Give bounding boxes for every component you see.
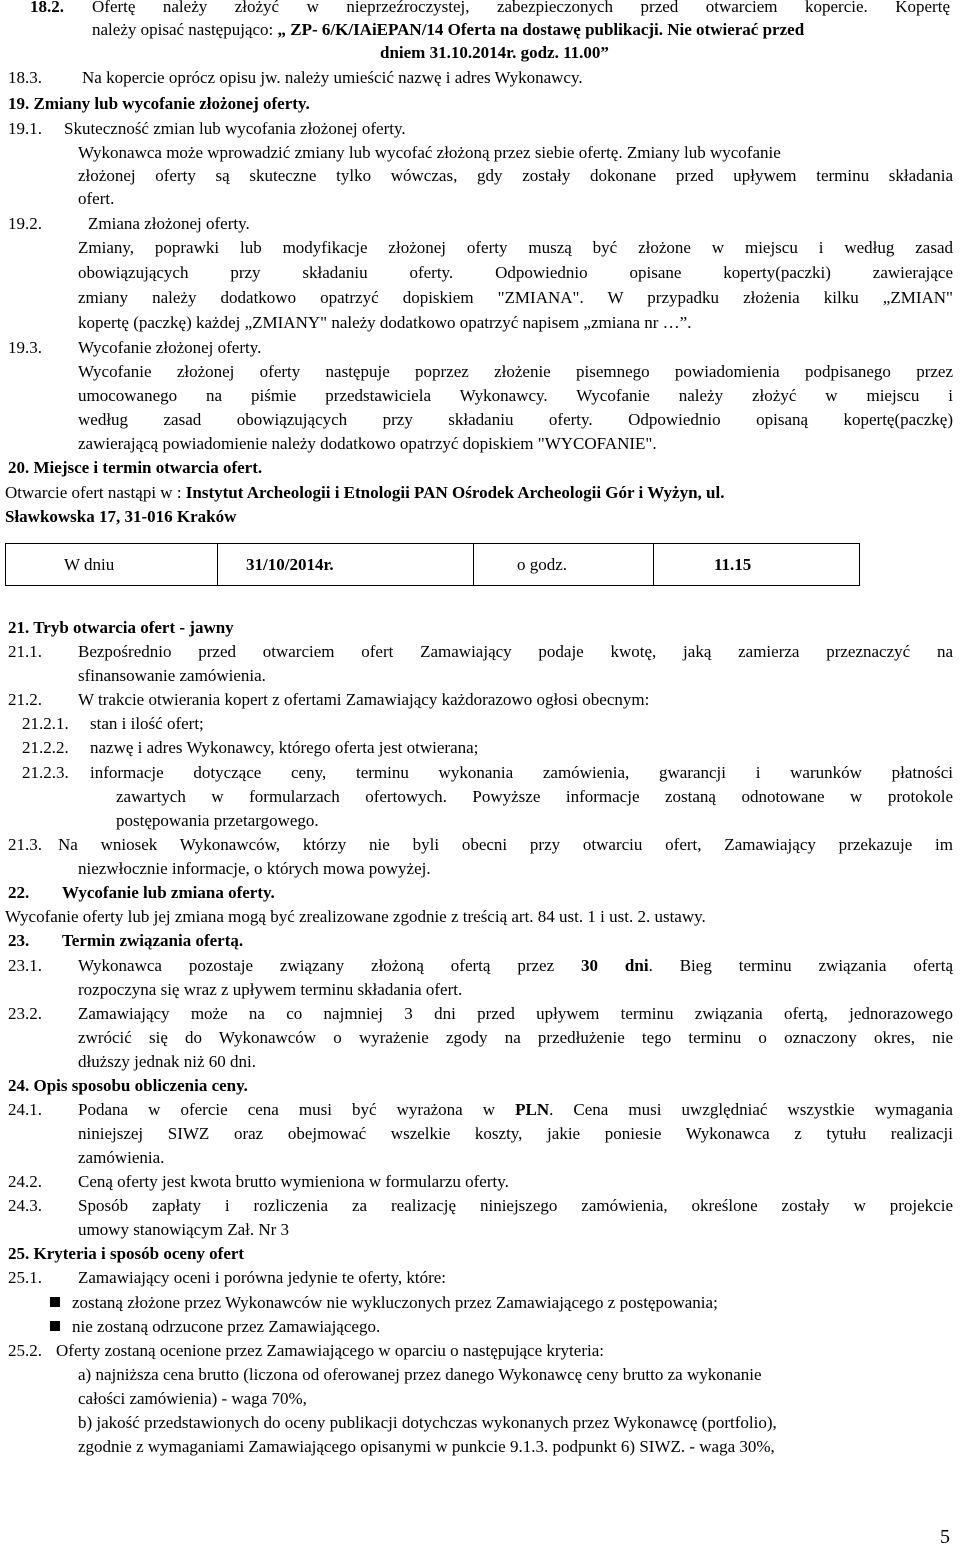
text-23-1-post: . Bieg terminu związania ofertą	[648, 956, 953, 975]
text-24-1-plain: Podana w ofercie cena musi być wyrażona w	[78, 1100, 516, 1119]
bullet-item-2	[50, 1317, 380, 1337]
text-21-2-2: nazwę i adres Wykonawcy, którego oferta jest otwierana;	[90, 738, 479, 757]
criterion-b-line2: zgodnie z wymaganiami Zamawiającego opisanymi w punkcie 9.1.3. podpunkt 6) SIWZ. - waga 30%,	[78, 1437, 775, 1456]
page-number: 5	[940, 1526, 950, 1548]
text-21-2-3-line1: informacje dotyczące ceny, terminu wykonania zamówienia, gwarancji i warunków płatności	[90, 763, 953, 782]
text-25-2: Oferty zostaną ocenione przez Zamawiającego w oparciu o następujące kryteria:	[56, 1341, 604, 1360]
heading-20: 20. Miejsce i termin otwarcia ofert.	[8, 458, 263, 477]
text-23-1-line2: rozpoczyna się wraz z upływem terminu składania ofert.	[78, 980, 463, 999]
text-18-2-line2	[92, 20, 804, 40]
heading-24: 24. Opis sposobu obliczenia ceny.	[8, 1076, 248, 1095]
num-21-2-1: 21.2.1.	[22, 714, 69, 733]
table-cell-time: 11.15	[654, 544, 860, 586]
num-21-3: 21.3.	[8, 835, 42, 854]
heading-19: 19. Zmiany lub wycofanie złożonej oferty.	[8, 94, 310, 113]
text-22: Wycofanie oferty lub jej zmiana mogą być zrealizowane zgodnie z treścią art. 84 ust. 1 i ust. 2. ustawy.	[5, 907, 706, 926]
num-18-2: 18.2.	[30, 0, 64, 16]
text-21-2-3-line2: zawartych w formularzach ofertowych. Powyższe informacje zostaną odnotowane w protokole	[116, 787, 953, 806]
text-19-2-line1: Zmiany, poprawki lub modyfikacje złożonej oferty muszą być złożone w miejscu i według zasad	[78, 238, 953, 257]
num-25-1: 25.1.	[8, 1268, 42, 1287]
heading-22: Wycofanie lub zmiana oferty.	[62, 883, 275, 902]
text-19-1-line3: ofert.	[78, 189, 115, 208]
text-19-1-line2: złożonej oferty są skuteczne tylko wówczas, gdy zostały dokonane przed upływem terminu składania	[78, 166, 953, 185]
criterion-b-line1: b) jakość przedstawionych do oceny publikacji dotychczas wykonanych przez Wykonawcę (portfolio),	[78, 1413, 777, 1432]
criterion-a-line1: a) najniższa cena brutto (liczona od oferowanej przez danego Wykonawcę ceny brutto za wykonanie	[78, 1365, 762, 1384]
text-21-2: W trakcie otwierania kopert z ofertami Zamawiający każdorazowo ogłosi obecnym:	[78, 690, 650, 709]
num-21-2: 21.2.	[8, 690, 42, 709]
bullet-item-1	[50, 1293, 718, 1313]
title-19-2: Zmiana złożonej oferty.	[88, 214, 250, 233]
text-21-1-line1: Bezpośrednio przed otwarciem ofert Zamawiający podaje kwotę, jaką zamierza przeznaczyć na	[78, 642, 953, 661]
text-23-1-plain: Wykonawca pozostaje związany złożoną ofertą przez	[78, 956, 582, 975]
text-21-3-line1: Na wniosek Wykonawców, którzy nie byli obecni przy otwarciu ofert, Zamawiający przekazuje im	[58, 835, 953, 854]
text-19-3-line4: zawierającą powiadomienie należy dodatkowo opatrzyć dopiskiem "WYCOFANIE".	[78, 434, 657, 453]
text-24-2: Ceną oferty jest kwota brutto wymieniona w formularzu oferty.	[78, 1172, 509, 1191]
num-25-2: 25.2.	[8, 1341, 42, 1360]
text-19-2-line2: obowiązujących przy składaniu oferty. Odpowiednio opisane koperty(paczki) zawierające	[78, 263, 953, 282]
text-19-2-line4: kopertę (paczkę) każdej „ZMIANY" należy dodatkowo opatrzyć napisem „zmiana nr …”.	[78, 313, 692, 332]
title-19-1: Skuteczność zmian lub wycofania złożonej oferty.	[64, 119, 406, 138]
heading-21: 21. Tryb otwarcia ofert - jawny	[8, 618, 234, 637]
text-19-3-line1: Wycofanie złożonej oferty następuje poprzez złożenie pisemnego powiadomienia podpisanego przez	[78, 362, 953, 381]
text-20-plain: Otwarcie ofert nastąpi w :	[5, 483, 186, 502]
text-24-3-line1: Sposób zapłaty i rozliczenia za realizację niniejszego zamówienia, określone zostały w projekcie	[78, 1196, 953, 1215]
table-cell-label: W dniu	[6, 544, 218, 586]
text-24-1-post: . Cena musi uwzględniać wszystkie wymagania	[549, 1100, 953, 1119]
text-18-2-line3: dniem 31.10.2014r. godz. 11.00”	[380, 43, 609, 62]
text-23-2-line2: zwrócić się do Wykonawców o wyrażenie zgody na przedłużenie tego terminu o oznaczony okres, nie	[78, 1028, 953, 1047]
num-19-2: 19.2.	[8, 214, 42, 233]
text-23-1-bold: 30 dni	[581, 956, 649, 975]
text-18-3: Na kopercie oprócz opisu jw. należy umieścić nazwę i adres Wykonawcy.	[82, 68, 583, 87]
text-24-3-line2: umowy stanowiącym Zał. Nr 3	[78, 1220, 290, 1239]
text-23-2-line3: dłuższy jednak niż 60 dni.	[78, 1052, 256, 1071]
text-21-2-3-line3: postępowania przetargowego.	[116, 811, 319, 830]
square-bullet-icon	[50, 1297, 60, 1307]
text-19-1-line1: Wykonawca może wprowadzić zmiany lub wycofać złożoną przez siebie ofertę. Zmiany lub wycofanie	[78, 143, 781, 162]
text-23-1-line1	[78, 956, 953, 976]
square-bullet-icon	[50, 1321, 60, 1331]
title-19-3: Wycofanie złożonej oferty.	[78, 338, 262, 357]
text-24-1-line1	[78, 1100, 953, 1120]
num-24-1: 24.1.	[8, 1100, 42, 1119]
text-21-3-line2: niezwłocznie informacje, o których mowa powyżej.	[78, 859, 431, 878]
num-21-2-3: 21.2.3.	[22, 763, 69, 782]
num-22: 22.	[8, 883, 30, 902]
text-20-bold: Instytut Archeologii i Etnologii PAN Ośrodek Archeologii Gór i Wyżyn, ul.	[185, 483, 725, 502]
num-23-1: 23.1.	[8, 956, 42, 975]
text-18-2-plain: należy opisać następująco:	[92, 20, 278, 39]
text-19-3-line2: umocowanego na piśmie przedstawiciela Wykonawcy. Wycofanie należy złożyć w miejscu i	[78, 386, 953, 405]
text-21-2-1: stan i ilość ofert;	[90, 714, 204, 733]
criterion-a-line2: całości zamówienia) - waga 70%,	[78, 1389, 307, 1408]
text-20-line1	[5, 483, 724, 503]
num-19-3: 19.3.	[8, 338, 42, 357]
table-cell-time-label: o godz.	[474, 544, 654, 586]
bullet-text-1: zostaną złożone przez Wykonawców nie wykluczonych przez Zamawiającego z postępowania;	[72, 1293, 718, 1312]
heading-23: Termin związania ofertą.	[62, 931, 244, 950]
num-18-3: 18.3.	[8, 68, 42, 87]
opening-date-table	[5, 543, 860, 586]
text-18-2-line1: Ofertę należy złożyć w nieprzeźroczystej, zabezpieczonych przed otwarciem kopercie. Kopertę	[92, 0, 950, 16]
text-24-1-bold: PLN	[515, 1100, 550, 1119]
num-21-2-2: 21.2.2.	[22, 738, 69, 757]
text-18-2-bold: „ ZP- 6/K/IAiEPAN/14 Oferta na dostawę publikacji. Nie otwierać przed	[277, 20, 805, 39]
bullet-text-2: nie zostaną odrzucone przez Zamawiającego.	[72, 1317, 381, 1336]
num-21-1: 21.1.	[8, 642, 42, 661]
text-24-1-line2: niniejszej SIWZ oraz obejmować wszelkie koszty, jakie poniesie Wykonawca z tytułu realizacji	[78, 1124, 953, 1143]
table-cell-date: 31/10/2014r.	[218, 544, 474, 586]
num-23-2: 23.2.	[8, 1004, 42, 1023]
num-24-3: 24.3.	[8, 1196, 42, 1215]
text-25-1: Zamawiający oceni i porówna jedynie te oferty, które:	[78, 1268, 447, 1287]
num-19-1: 19.1.	[8, 119, 42, 138]
num-23: 23.	[8, 931, 30, 950]
text-24-1-line3: zamówienia.	[78, 1148, 165, 1167]
text-19-2-line3: zmiany należy dodatkowo opatrzyć dopiskiem "ZMIANA". W przypadku złożenia kilku „ZMIAN"	[78, 288, 953, 307]
text-23-2-line1: Zamawiający może na co najmniej 3 dni przed upływem terminu związania ofertą, jednorazowego	[78, 1004, 953, 1023]
heading-25: 25. Kryteria i sposób oceny ofert	[8, 1244, 245, 1263]
text-19-3-line3: według zasad obowiązujących przy składaniu oferty. Odpowiednio opisaną kopertę(paczkę)	[78, 410, 953, 429]
text-21-1-line2: sfinansowanie zamówienia.	[78, 666, 266, 685]
text-20-line2: Sławkowska 17, 31-016 Kraków	[5, 507, 237, 526]
num-24-2: 24.2.	[8, 1172, 42, 1191]
